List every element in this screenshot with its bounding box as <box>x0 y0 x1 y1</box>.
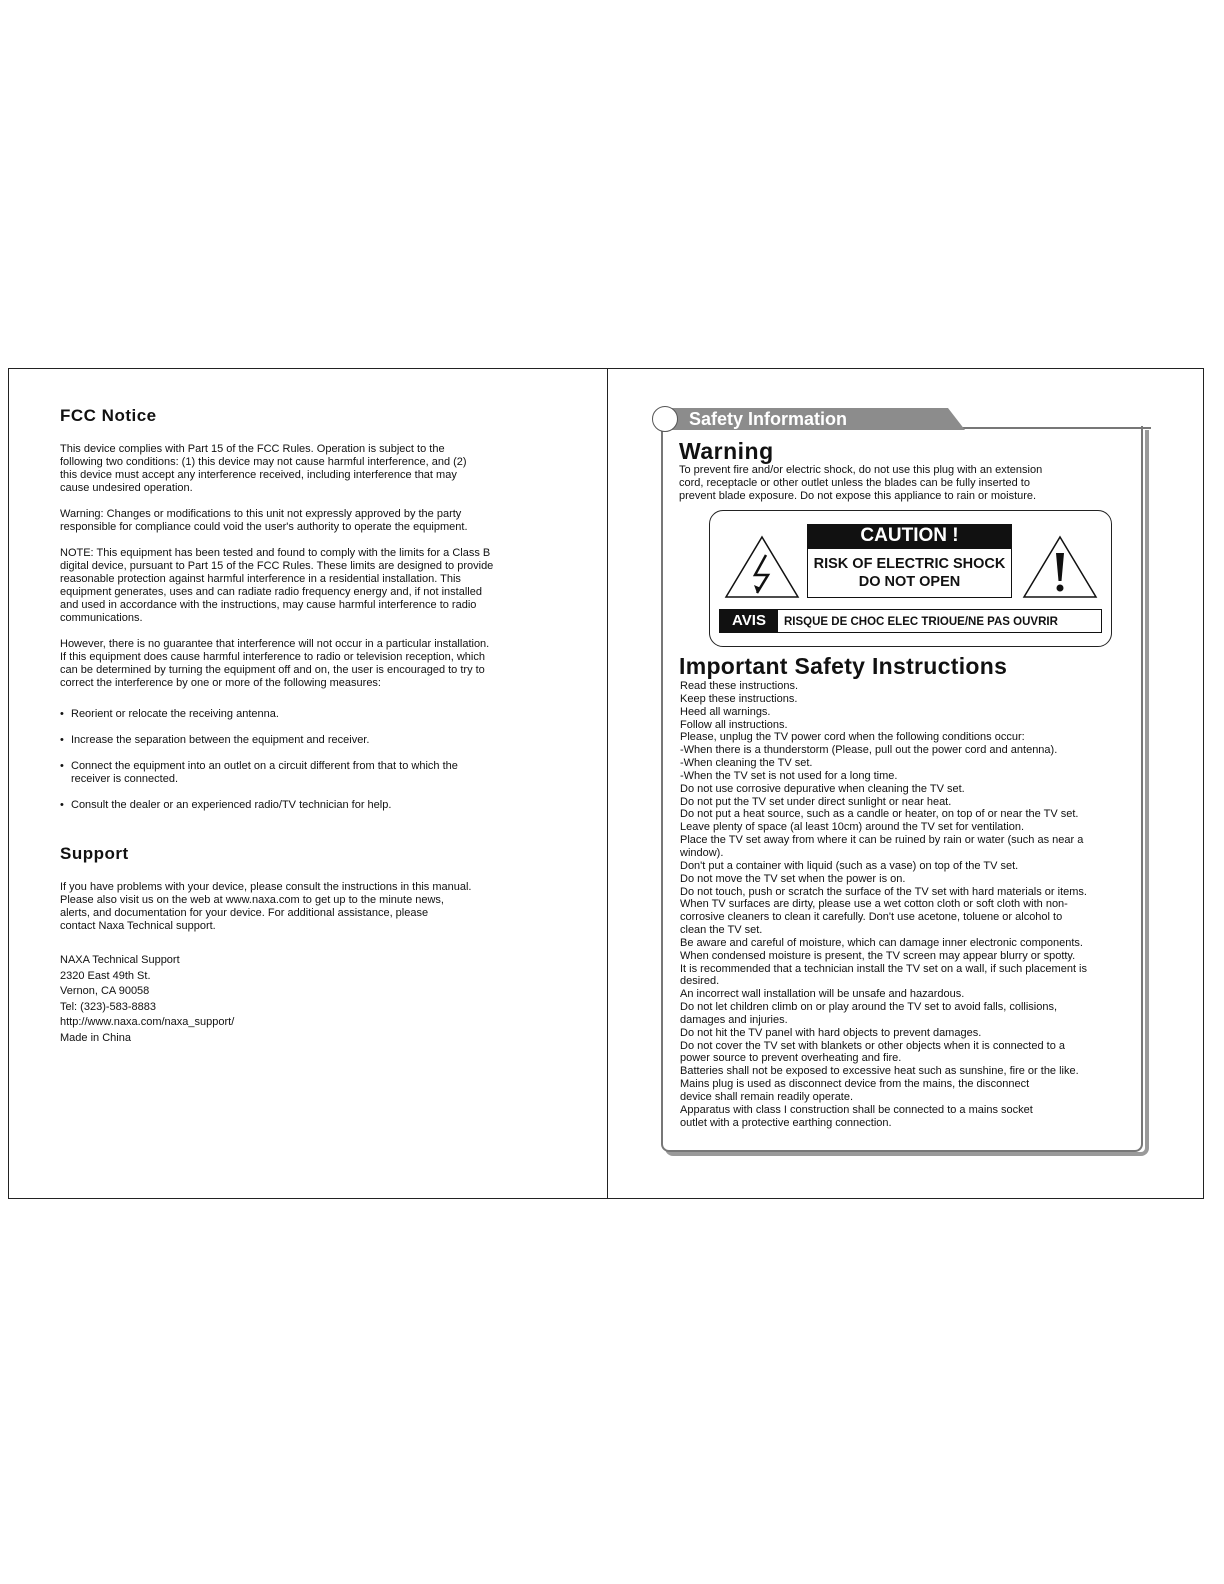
list-item: Do not use corrosive depurative when cleaning the TV set. <box>680 782 965 795</box>
list-item: When condensed moisture is present, the TV screen may appear blurry or spotty. <box>680 949 1076 962</box>
list-item: Do not touch, push or scratch the surface of the TV set with hard materials or items. <box>680 885 1087 898</box>
avis-label: AVIS <box>720 610 778 632</box>
fcc-paragraph-2: Warning: Changes or modifications to this unit not expressly approved by the party responsible for compliance could void the user's authority to operate the equipment. <box>60 508 468 533</box>
caution-line-1: RISK OF ELECTRIC SHOCK <box>813 556 1006 572</box>
list-item: Mains plug is used as disconnect device from the mains, the disconnect device shall remain readily operate. <box>680 1078 1030 1103</box>
address-line: NAXA Technical Support <box>60 954 180 966</box>
caution-line-2: DO NOT OPEN <box>858 574 961 590</box>
support-title: Support <box>60 844 129 863</box>
list-item: Do not cover the TV set with blankets or other objects when it is connected to a power source to prevent overheating and fire. <box>680 1039 1066 1065</box>
list-item: • Consult the dealer or an experienced radio/TV technician for help. <box>60 799 560 812</box>
address-line: Vernon, CA 90058 <box>60 985 150 998</box>
list-item: Apparatus with class I construction shall be connected to a mains socket outlet with a protective earthing connection. <box>680 1103 1033 1129</box>
list-item: Don't put a container with liquid (such as a vase) on top of the TV set. <box>680 859 1019 872</box>
fcc-paragraph-4: However, there is no guarantee that interference will not occur in a particular installation. If this equipment does cause harmful interference to radio or television reception, which can be determined by turning the equipment off and on, the user is encouraged to try to correct the interference by one or more of the following measures: <box>60 638 490 689</box>
fcc-paragraph-3: NOTE: This equipment has been tested and found to comply with the limits for a Class B digital device, pursuant to Part 15 of the FCC Rules. These limits are designed to provide reasonable protection against harmful interference in a residential installation. This equipment generates, uses and can radiate radio frequency energy and, if not installed and used in accordance with the instructions, may cause harmful interference to radio communications. <box>60 547 494 624</box>
list-item: Leave plenty of space (al least 10cm) around the TV set for ventilation. <box>680 821 1025 834</box>
list-item: • Reorient or relocate the receiving antenna. <box>60 708 560 721</box>
caution-header: CAUTION ! <box>807 524 1012 548</box>
list-item: An incorrect wall installation will be unsafe and hazardous. <box>680 988 965 1001</box>
safety-instructions-list <box>680 680 1145 1130</box>
section-tab-label: Safety Information <box>689 409 848 429</box>
fcc-paragraph-1: This device complies with Part 15 of the FCC Rules. Operation is subject to the following two conditions: (1) this device may not cause harmful interference, and (2) this device must accept any interference received, including interference that may cause undesired operation. <box>60 443 467 494</box>
warning-title: Warning <box>679 438 774 464</box>
box-top-border <box>960 427 1151 429</box>
lightning-warning-icon <box>724 535 800 599</box>
list-item: Do not put the TV set under direct sunlight or near heat. <box>680 795 952 808</box>
address-line: Tel: (323)-583-8883 <box>60 1000 157 1013</box>
list-item: -When there is a thunderstorm (Please, pull out the power cord and antenna). <box>680 744 1058 757</box>
list-item: Be aware and careful of moisture, which can damage inner electronic components. <box>680 936 1083 949</box>
list-item: -When cleaning the TV set. <box>680 757 813 770</box>
list-item: When TV surfaces are dirty, please use a wet cotton cloth or soft cloth with non- corrosive cleaners to clean it carefully. Don't use acetone, toluene or alcohol to clean the TV set. <box>680 898 1068 937</box>
list-item: • Connect the equipment into an outlet on a circuit different from that to which the receiver is connected. <box>60 760 560 786</box>
avis-text: RISQUE DE CHOC ELEC TRIOUE/NE PAS OUVRIR <box>784 616 1058 628</box>
list-item: -When the TV set is not used for a long time. <box>680 769 898 782</box>
list-item: Read these instructions. <box>680 680 799 692</box>
support-paragraph: If you have problems with your device, please consult the instructions in this manual. Please also visit us on the web at www.naxa.com to get up to the minute news, alerts, and documentation for your device. For additional assistance, please contact Naxa Technical support. <box>60 881 472 932</box>
list-item: Do not move the TV set when the power is on. <box>680 872 906 885</box>
support-url: http://www.naxa.com/naxa_support/ <box>60 1016 235 1029</box>
list-item: Heed all warnings. <box>680 705 771 718</box>
list-item: Follow all instructions. <box>680 718 788 731</box>
tab-circle-icon <box>652 406 678 432</box>
caution-body <box>807 548 1012 598</box>
important-safety-title: Important Safety Instructions <box>679 653 1008 679</box>
avis-row <box>719 609 1102 633</box>
warning-text: To prevent fire and/or electric shock, do not use this plug with an extension cord, receptacle or other outlet unless the blades can be fully inserted to prevent blade exposure. Do not expose this appliance to rain or moisture. <box>679 464 1043 502</box>
list-item: Batteries shall not be exposed to excessive heat such as sunshine, fire or the like. <box>680 1065 1079 1078</box>
list-item: Do not put a heat source, such as a candle or heater, on top of or near the TV set. <box>680 808 1079 821</box>
exclamation-warning-icon <box>1022 535 1098 599</box>
list-item: • Increase the separation between the equipment and receiver. <box>60 734 560 747</box>
fcc-notice-title: FCC Notice <box>60 406 157 425</box>
list-item: Do not let children climb on or play around the TV set to avoid falls, collisions, damages and injuries. <box>680 1001 1058 1026</box>
list-item: Please, unplug the TV power cord when the following conditions occur: <box>680 731 1025 744</box>
list-item: Do not hit the TV panel with hard objects to prevent damages. <box>680 1026 982 1039</box>
list-item: It is recommended that a technician install the TV set on a wall, if such placement is desired. <box>680 962 1087 988</box>
list-item: Keep these instructions. <box>680 692 798 705</box>
address-line: 2320 East 49th St. <box>60 969 151 982</box>
list-item: Place the TV set away from where it can be ruined by rain or water (such as near a window). <box>680 834 1084 859</box>
address-line: Made in China <box>60 1031 131 1044</box>
